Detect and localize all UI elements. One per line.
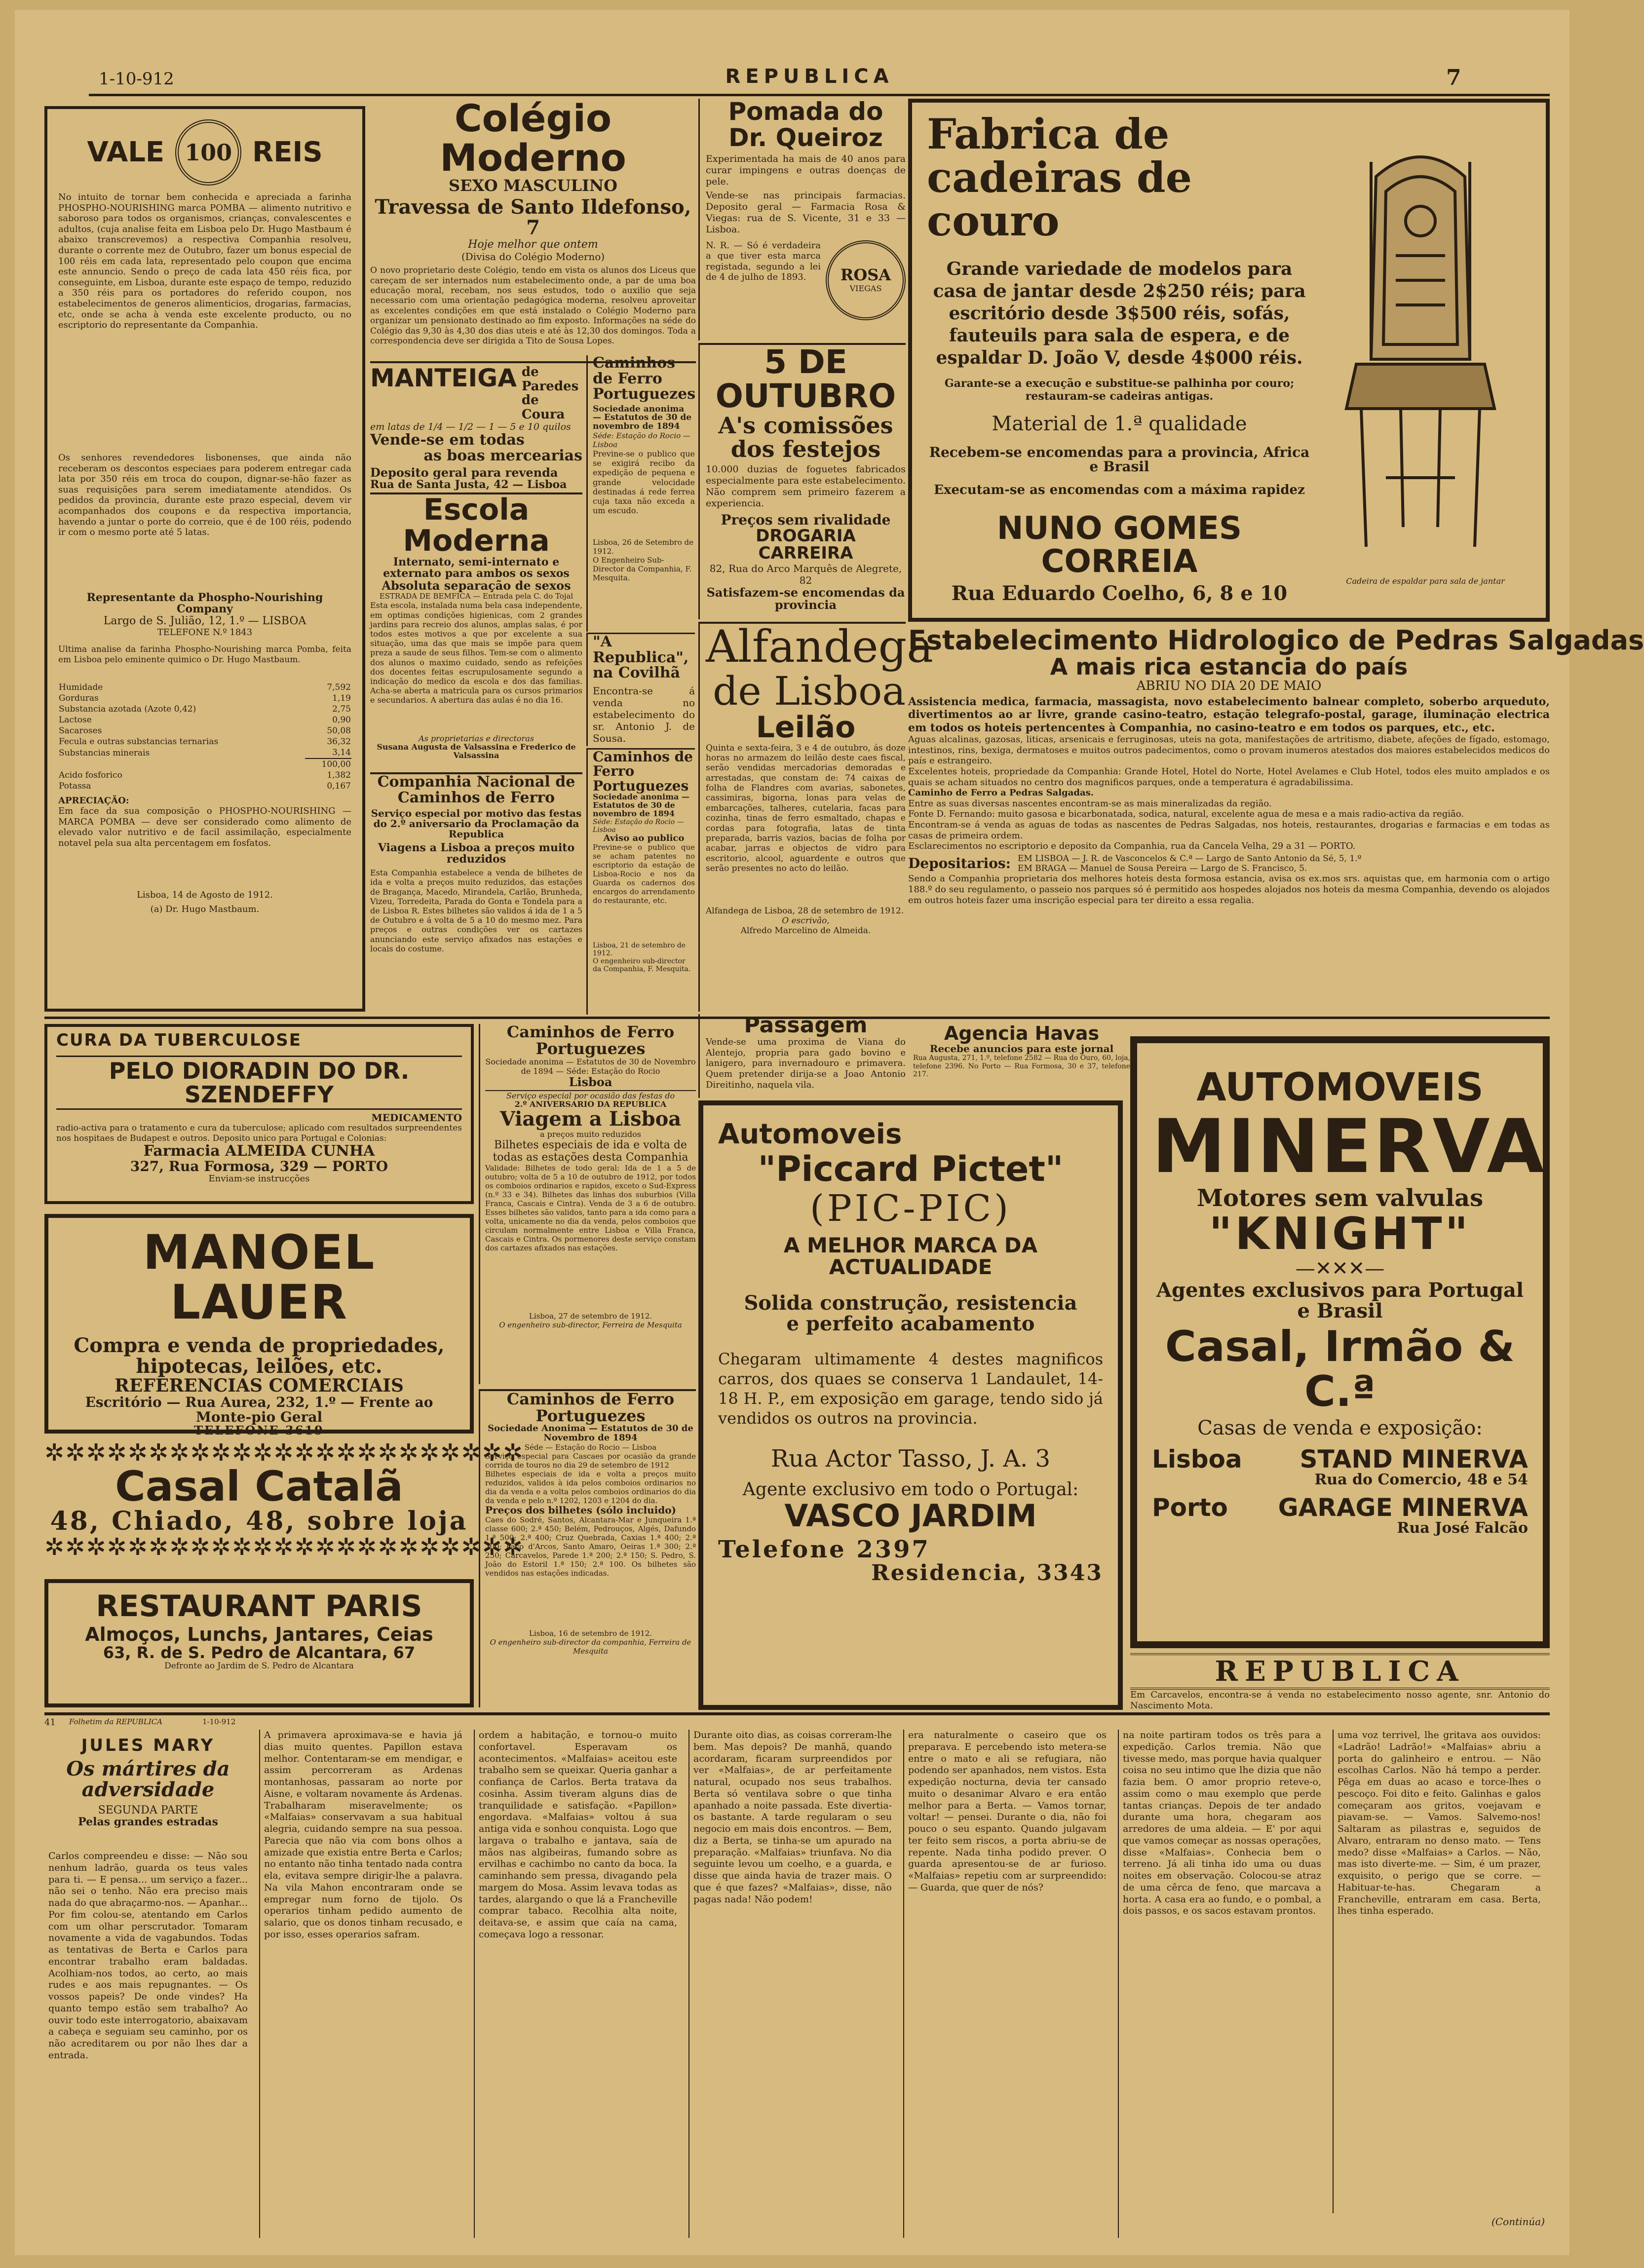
outubro-title: 5 DE OUTUBRO [715, 343, 896, 416]
cf-mid2-service: Serviço especial para Cascaes por ocasião da grande corrida de touros no dia 29 de setembro de 1912 [485, 1451, 696, 1470]
piccard-tagline: A MELHOR MARCA DA ACTUALIDADE [783, 1233, 1038, 1280]
tuberculose-text: radio-activa para o tratamento e cura da tuberculose; aplicado com resultados surpreendentes nos hospitaes de Budapest e outros. Deposito unico para Portugal e Colonias: [56, 1123, 462, 1143]
piccard-quality1: Solida construção, resistencia [744, 1291, 1077, 1315]
cf-nacional-line2: Viagens a Lisboa a preços muito reduzidos [378, 841, 575, 866]
folhetim-label: Folhetim da REPUBLICA [69, 1717, 163, 1726]
folhetim-date: 1-10-912 [202, 1717, 236, 1726]
pomada-title: Pomada do Dr. Queiroz [728, 97, 883, 152]
vale-date: Lisboa, 14 de Agosto de 1912. [137, 890, 273, 901]
minerva-title1: AUTOMOVEIS [1196, 1065, 1484, 1110]
cf-mid2-prices-label: Preços dos bilhetes (sólo incluido) [485, 1504, 677, 1516]
pedras-open: ABRIU NO DIA 20 DE MAIO [1136, 678, 1322, 693]
cadeiras-material: Material de 1.ª qualidade [992, 412, 1247, 435]
cf-mid-ad [479, 1024, 696, 1384]
pomada-note: N. R. — Só é verdadeira a que tiver esta marca registada, segundo a lei de 4 de julho de 1893. [706, 240, 821, 283]
minerva-lisboa-address: Rua do Comercio, 48 e 54 [1314, 1471, 1528, 1489]
cf-small-text: Previne-se o publico que se exigirá recibo da expedição de pequena e grande velocidade destinadas á rede ferrea cuja taxa não exceda a um escudo. [593, 449, 695, 516]
cf-small2-title: Caminhos de Ferro Portuguezes [593, 749, 693, 794]
lauer-title: MANOEL LAUER [143, 1225, 376, 1330]
cf-mid2-signature: O engenheiro sub-director da companhia, Ferreira de Mesquita [490, 1637, 691, 1656]
table-row: Substancia azotada (Azote 0,42) 2,75 [59, 704, 351, 715]
cf-mid2-prices: Caes do Sodré, Santos, Alcantara-Mar e Junqueira 1.ª classe 600; 2.ª 450; Belém, Pedrouços, Algés, Dafundo 1.ª 500; 2.ª 400; Cruz Quebrada, Caxias 1.ª 400; 2.ª 300; Paço d'Arcos, Santo Amaro, Oeiras 1.ª 300; 2.ª 250; Carcavelos, Parede 1.ª 200; 2.ª 150; S. Pedro, S. João do Estoril 1.ª 150; 2.ª 100. Os bilhetes são vendidos nas estações indicadas. [485, 1515, 696, 1578]
manteiga-subtitle: de Paredes de Coura [521, 365, 579, 422]
header-rule [89, 94, 1550, 96]
lauer-telephone: TELEFONE 3619 [194, 1423, 324, 1438]
cf-small2-subtitle: Sociedade anonima — Estatutos de 30 de novembro de 1894 [593, 792, 689, 818]
cf-mid-service2: 2.º ANIVERSARIO DA REPUBLICA [514, 1099, 667, 1109]
cf-mid2-subtitle: Sociedade Anonima — Estatutos de 30 de Novembro de 1894 [488, 1423, 693, 1443]
colegio-motto: Hoje melhor que ontem [468, 238, 598, 251]
minerva-title3: Motores sem valvulas [1196, 1184, 1484, 1212]
vale-note: Os senhores revendedores lisbonenses, que ainda não receberam os descontos especiaes para poderem entregar cada lata por 350 réis em troca do coupon, dignar-se-hão fazer as suas requisições para serem imediatamente atendidos. Os pedidos da provincia, durante este prazo especial, devem vir acompanhados dos coupons e da respectiva importancia, havendo a juntar o porte do correio, que é de 100 réis, podendo ir com o mesmo porte até 5 latas. [58, 453, 351, 538]
pomada-ad [698, 99, 906, 340]
outubro-address: 82, Rua do Arco Marquês de Alegrete, 82 [709, 563, 902, 587]
piccard-address: Rua Actor Tasso, J. A. 3 [770, 1445, 1051, 1473]
minerva-houses: Casas de venda e exposição: [1197, 1416, 1483, 1439]
cf-small2-sede: Séde: Estação do Rocio — Lisboa [593, 818, 684, 834]
piccard-telephone: Telefone 2397 [718, 1535, 930, 1563]
table-row: Humidade 7,592 [59, 682, 351, 693]
cf-mid2-title: Caminhos de Ferro Portuguezes [506, 1390, 675, 1425]
header-page-number: 7 [1446, 65, 1461, 90]
pedras-title: Estabelecimento Hidrologico de Pedras Salgadas [908, 625, 1644, 656]
folhetim-column-2: A primavera aproximava-se e havia já dias muito quentes. Papillon estava melhor. Contentaram-se em mendigar, e assim percorreram as Ardenas montanhosas, passaram ao norte por Aisne, e voltaram novamente ás Ardenas. Trabalharam miseravelmente; os «Malfaias» conservavam a sua habitual alegria, cuidando sempre na sua pessoa. Parecia que não via com bons olhos a amizade que existia entre Berta e Carlos; no entanto não tinha tentado nada contra ela, evitava sempre dirigir-lhe a palavra. Na vila Mahon encontraram onde se empregar num forno de tijolo. Os operarios tinham pedido aumento de salario, que os donos tinham recusado, e por isso, esses operarios safram. [259, 1730, 466, 2238]
folhetim-column-7: uma voz terrivel, lhe gritava aos ouvidos: «Ladrão! Ladrão!» «Malfaias» abriu a porta do galinheiro e entrou. — Não escolhas Carlos. Não há tempo a perder. Pêga em duas ao acaso e torce-lhes o pescoço. Foi dito e feito. Galinhas e galos começaram aos gritos, voejavam e piavam-se. — Vamos. Salvemo-nos! Saltaram as pilastras e, seguidos de Alvaro, entraram no denso mato. — Tens medo? disse «Malfaias» a Carlos. — Não, mas isto diverte-me. — Sim, é um prazer, exquisito, o perigo que se corre. — Habituar-te-has. Chegaram a Francheville, entraram em casa. Berta, lhes tinha esperado. [1333, 1730, 1545, 2213]
cf-small2-ad [586, 748, 695, 1015]
outubro-name: DROGARIA CARREIRA [756, 526, 856, 564]
cf-mid-text: Bilhetes especiais de ida e volta de todas as estações desta Companhia [493, 1139, 688, 1164]
table-row: Fecula e outras substancias ternarias 36,32 [59, 737, 351, 747]
cf-mid-title: Caminhos de Ferro Portuguezes [506, 1022, 675, 1058]
table-row: Lactose 0,90 [59, 715, 351, 725]
chair-icon [1327, 132, 1514, 567]
pedras-subtitle: A mais rica estancia do país [1050, 653, 1408, 680]
pomada-sale: Vende-se nas principais farmacias. Deposito geral — Farmacia Rosa & Viegas: rua de S. Vicente, 31 e 33 — Lisboa. [706, 190, 906, 235]
cadeiras-line2: Executam-se as encomendas com a máxima rapidez [934, 483, 1305, 498]
havas-title: Agencia Havas [944, 1022, 1100, 1044]
lauer-line2: hipotecas, leilões, etc. [136, 1354, 382, 1378]
lauer-line3: REFERENCIAS COMERCIAIS [114, 1375, 404, 1396]
havas-address: Rua Augusta, 271, 1.º, telefone 2582 — Rua do Ouro, 60, loja, telefone 2396. No Porto — Rua Formosa, 30 e 37, telefone 217. [913, 1054, 1131, 1079]
paris-title: RESTAURANT PARIS [96, 1589, 422, 1624]
minerva-porto: Porto GARAGE MINERVA [1152, 1493, 1528, 1522]
colegio-subtitle: SEXO MASCULINO [448, 176, 618, 195]
vale-header [58, 118, 351, 187]
cf-nacional-line1: Serviço especial por motivo das festas do 2.º aniversario da Proclamação da Republica [371, 807, 582, 840]
escola-text: Esta escola, instalada numa bela casa independente, em optimas condições higienicas, com 2 grandes jardins para recreio dos alunos, amplas salas, é por todos estes motivos a que por excelente a sua situação, uma das que mais se impõe para quem preza a saude de seus filhos. Tem-se com o alimento dos alunos o maximo cuidado, sendo as refeições dos docentes feitas escrupulosamente segundo a indicação do medico da escola e dos das familias. Acha-se aberta a matricula para os cursos primarios e secundarios. A abertura das aulas é no dia 16. [370, 601, 582, 705]
manteiga-line2: Vende-se em todas [370, 431, 525, 449]
vale-appreciation-label: APRECIAÇÃO: [58, 795, 129, 806]
piccard-title2: "Piccard Pictet" [758, 1148, 1064, 1189]
escola-address: ESTRADA DE BEMFICA — Entrada pela C. do Tojal [379, 592, 573, 601]
vale-representative: Representante da Phospho-Nourishing Company [86, 591, 323, 616]
passagem-text: Vende-se uma proxima de Viana do Alentejo, propria para gado bovino e lanigero, para invernadouro e primavera. Quem pretender dirija-se a Joao Antonio Direitinho, naquela vila. [706, 1037, 906, 1090]
cf-small2-head: Aviso ao publico [603, 832, 685, 843]
cadeiras-address: Rua Eduardo Coelho, 6, 8 e 10 [951, 582, 1288, 605]
vale-analysis-table [58, 682, 351, 792]
stars-divider-icon: ✲✲✲✲✲✲✲✲✲✲✲✲✲✲✲✲✲✲✲✲✲✲✲ [44, 1533, 524, 1561]
minerva-title4: "KNIGHT" [1209, 1208, 1471, 1260]
pomada-footer [706, 240, 906, 320]
manteiga-ad [370, 365, 582, 489]
folhetim-title: Os mártires da adversidade [66, 1757, 230, 1801]
folhetim-author: JULES MARY [81, 1736, 215, 1755]
pedras-p4: Entre as suas diversas nascentes encontram-se as mais mineralizadas da região. [908, 798, 1272, 809]
havas-ad [908, 1024, 1130, 1098]
manteiga-header [370, 365, 582, 421]
folhetim-continua: (Continúa) [1491, 2216, 1545, 2228]
vale-appreciation: Em face da sua composição o PHOSPHO-NOURISHING — MARCA POMBA — deve ser considerado como alimento de elevado valor nutritivo e de facil assimilação, especialmente notavel pela sua alta percentagem em fosfatos. [58, 806, 351, 848]
manteiga-line5: Rua de Santa Justa, 42 — Lisboa [370, 478, 567, 491]
pomada-text: Experimentada ha mais de 40 anos para curar impingens e outras doenças de pele. [706, 153, 906, 187]
outubro-tag: Satisfazem-se encomendas da provincia [706, 585, 905, 612]
header-date: 1-10-912 [99, 69, 174, 89]
minerva-ad [1130, 1036, 1550, 1648]
passagem-ad [698, 1014, 906, 1098]
alfandega-date: Alfandega de Lisboa, 28 de setembro de 1912. [706, 906, 904, 916]
minerva-porto-address: Rua José Falcão [1397, 1519, 1528, 1537]
coin-badge-icon: 100 [175, 119, 241, 186]
pedras-p6: Encontram-se á venda as aguas de todas as nascentes de Pedras Salgadas, nos hoteis, restaurantes, drogarias e farmacias e em todas as casas de primeira ordem. [908, 819, 1550, 841]
cadeiras-ad [908, 99, 1550, 622]
pedras-dep-label: Depositarios: [908, 855, 1011, 872]
tuberculose-ad [44, 1024, 474, 1204]
lauer-line4: Escritório — Rua Aurea, 232, 1.º — Frente ao Monte-pio Geral [85, 1394, 433, 1425]
pedras-p1: Aguas alcalinas, gazosas, liticas, arsenicais e ferruginosas, uteis na gota, manifestações de artritismo, diabete, afeções de fígado, estomago, intestinos, rins, bexiga, dermatoses e muitos outros padecimentos, como o provam inumeros atestados dos maiores estabelecidos medicos do país e estrangeiro. [908, 734, 1550, 766]
cf-small-sede: Séde: Estação do Rocio — Lisboa [593, 431, 690, 450]
alfandega-sign-label: O escrivão, [782, 915, 830, 926]
folhetim-heading [44, 1737, 252, 1851]
piccard-title3: (PIC-PIC) [809, 1187, 1012, 1230]
pedras-p3: Caminho de Ferro a Pedras Salgadas. [908, 788, 1094, 798]
cf-mid-signature: O engenheiro sub-director, Ferreira de Mesquita [499, 1321, 682, 1330]
piccard-name: VASCO JARDIM [784, 1498, 1037, 1534]
minerva-lisboa: Lisboa STAND MINERVA [1152, 1444, 1528, 1474]
cf-mid-subtitle: Sociedade anonima — Estatutos de 30 de Novembro de 1894 — Séde: Estação do Rocio [485, 1057, 696, 1076]
pedras-p5: Fonte D. Fernando: muito gasosa e bicarbonatada, sodica, natural, excelente agua de mesa e a mais radio-activa da região. [908, 809, 1464, 820]
table-row: Sacaroses 50,08 [59, 726, 351, 736]
paris-line: Almoços, Lunchs, Jantares, Ceias [85, 1624, 433, 1645]
folhetim-column-5: era naturalmente o caseiro que os preparava. E percebendo isto metera-se entre o mato e ali se refugiara, não podendo ser apanhados, nem vistos. Esta expedição nocturna, devia ter cansado muito o desanimar Alvaro e era então melhor para a Berta. — Vamos tornar, voltar! — pensei. Durante o dia, não foi pouco o seu espanto. Quando julgavam ter feito sem riscos, a porta abriu-se de repente. Nada tinha podido prever. O guarda apresentou-se de ar furioso. «Malfaias» repetiu com ar surpreendido: — Guarda, que quer de nós? [903, 1730, 1110, 2238]
pedras-text: Assistencia medica, farmacia, massagista, novo estabelecimento balnear completo, soberbo arqueduto, divertimentos ao ar livre, grande casino-teatro, estação telegrafo-postal, garage, iluminação electrica em todos os hoteis pertencentes à Companhia, no casino-teatro e em todos os parques, etc., etc. [908, 695, 1550, 734]
covilha-ad [586, 633, 695, 746]
rosa-logo-icon: ROSA VIEGAS [826, 240, 906, 320]
carcavelos-title: REPUBLICA [1130, 1653, 1550, 1690]
table-row: Acido fosforico 1,382 [59, 770, 351, 781]
tuberculose-title: PELO DIORADIN DO DR. SZENDEFFY [56, 1056, 462, 1110]
cadeiras-title: Fabrica de cadeiras de couro [927, 110, 1192, 246]
manteiga-line3: as boas mercearias [423, 447, 582, 464]
ornament-icon: —✕✕✕— [1295, 1257, 1385, 1281]
outubro-subtitle: A's comissões dos festejos [718, 412, 893, 462]
folhetim-part: SEGUNDA PARTE [98, 1804, 198, 1816]
table-row: Substancias minerais 3,14 [59, 748, 351, 758]
folhetim-number: 41 [44, 1717, 56, 1728]
pedras-ad [908, 625, 1644, 1012]
vale-signature: (a) Dr. Hugo Mastbaum. [150, 904, 260, 915]
cadeiras-line1: Recebem-se encomendas para a provincia, Africa e Brasil [929, 444, 1310, 475]
cf-small-subtitle: Sociedade anonima — Estatutos de 30 de novembro de 1894 [593, 404, 692, 432]
pedras-depositarios [908, 854, 1550, 874]
colegio-motto-source: (Divisa do Colégio Moderno) [461, 251, 605, 263]
folhetim-column-4: Durante oito dias, as coisas correram-lhe bem. Mas depois? De manhã, quando acordaram, ficaram surpreendidos por ver «Malfaias», de ar perfeitamente natural, ocupado nos seus trabalhos. Berta só ventilava sobre o que tinha apanhado a noite passada. Este divertia-os bastante. A tarde regularam o seu negocio em mais dois encontros. — Bem, diz a Berta, se tinha-se um apurado na preparação. «Malfaias» triunfava. No dia seguinte levou um coelho, e a guarda, e disse que ainda havia de trazer mais. O que é que fazes? «Malfaias», disse, não pagas nada! Não podem! [688, 1730, 896, 2238]
manteiga-line1: em latas de 1/4 — 1/2 — 1 — 5 e 10 quilos [370, 421, 571, 433]
tuberculose-head: CURA DA TUBERCULOSE [56, 1030, 302, 1050]
vale-left-label: VALE [87, 136, 165, 168]
colegio-address: Travessa de Santo Ildefonso, 7 [375, 195, 691, 240]
covilha-title: "A Republica", na Covilhã [593, 633, 689, 681]
cf-mid2-ad [479, 1389, 696, 1707]
cf-small2-text: Previne-se o publico que se acham patentes no escriptorio da estação de Lisboa-Rocio e nos da Guarda os cadernos dos encargos do arrendamento do restaurante, etc. [593, 843, 695, 906]
header-title: REPUBLICA [725, 65, 894, 88]
vale-telephone: TELEFONE N.º 1843 [157, 627, 253, 638]
pedras-p8: Sendo a Companhia proprietaria dos melhores hoteis desta formosa estancia, avisa os ex.mos srs. aquistas que, em harmonia com o artigo 188.º do seu regulamento, o passeio nos parques só é permitido aos hospedes alojados nos hoteis da mesma Companhia, devendo os alojados em outros hoteis fazer uma inscrição especial para ter direito a essa regalia. [908, 873, 1550, 906]
cf-small2-signature: O engenheiro sub-director da Companhia, F. Mesquita. [593, 957, 691, 974]
pedras-dep-list: EM LISBOA — J. R. de Vasconcelos & C.ª — Largo de Santo Antonio da Sé, 5, 1.º EM BRAGA — Manuel de Sousa Pereira — Largo de S. Francisco, 5. [1018, 853, 1362, 874]
cf-nacional-title: Companhia Nacional de Caminhos de Ferro [377, 773, 575, 806]
cadeiras-text: Grande variedade de modelos para casa de jantar desde 2$250 réis; para escritório desde 3$500 réis, sofás, fauteuils para sala de espera, e de espaldar D. João V, desde 4$000 réis. [933, 258, 1306, 368]
catala-ad [44, 1439, 524, 1574]
alfandega-signature: Alfredo Marcelino de Almeida. [740, 925, 871, 936]
paris-ad [44, 1579, 474, 1707]
manteiga-line4: Deposito geral para revenda [370, 465, 558, 480]
piccard-ad [698, 1100, 1123, 1710]
vale-analysis-title: Ultima analise da farinha Phospho-Nourishing marca Pomba, feita em Lisboa pelo eminente quimico o Dr. Hugo Mastbaum. [58, 644, 351, 665]
escola-ad [370, 492, 582, 769]
tuberculose-label: MEDICAMENTO [371, 1112, 462, 1124]
cf-mid-date: Lisboa, 27 de setembro de 1912. [529, 1312, 652, 1321]
cf-small-ad [586, 355, 695, 632]
minerva-company: Casal, Irmão & C.ª [1165, 1322, 1515, 1416]
cf-mid-city: Lisboa [569, 1075, 612, 1090]
rule [44, 1712, 1550, 1715]
covilha-text: Encontra-se á venda no estabelecimento do sr. Antonio J. de Sousa. [593, 684, 695, 744]
tuberculose-note: Enviam-se instrucções [208, 1173, 310, 1184]
escola-owners: As proprietarias e directoras [419, 734, 534, 744]
stars-divider-icon: ✲✲✲✲✲✲✲✲✲✲✲✲✲✲✲✲✲✲✲✲✲✲✲ [44, 1439, 524, 1467]
vale-text: No intuito de tornar bem conhecida e apreciada a farinha PHOSPHO-NOURISHING marca POMBA — alimento nutritivo e saboroso para todos os organismos, crianças, convalescentes e adultos, (cuja analise feita em Lisboa pelo Dr. Hugo Mastbaum é abaixo transcrevemos) a respectiva Companhia resolveu, durante o corrente mez de Outubro, fazer um bonus especial de 100 réis em cada lata, representado pelo coupon que encima este annuncio. Sendo o preço de cada lata 450 réis fica, por conseguinte, em Lisboa, durante este espaço de tempo, reduzido a 350 réis para os portadores do referido coupon, nos estabelecimentos de generos alimenticios, drogarias, farmacias, etc, onde se acha à venda este excelente producto, ou no escriptorio do representante da Companhia. [58, 192, 351, 331]
cf-nacional-text: Esta Companhia estabelece a venda de bilhetes de ida e volta a preços muito reduzidos, das estações de Bragança, Macedo, Mirandela, Carlão, Brunheda, Vizeu, Torredeita, Parada do Gonta e Tondela para a de Lisboa R. Estes bilhetes são validos á ida de 1 a 5 de Outubro e á volta de 5 a 10 do mesmo mez. Para preços e outras condições ver os cartazes anunciando este serviço afixados nas estações e locais do costume. [370, 868, 582, 953]
cf-small-title: Caminhos de Ferro Portuguezes [593, 354, 696, 403]
vale-right-label: REIS [252, 136, 323, 168]
cadeiras-guarantee: Garante-se a execução e substitue-se palhinha por couro; restauram-se cadeiras antigas. [944, 377, 1295, 403]
alfandega-title1: Alfandega [706, 621, 933, 673]
carcavelos-text: Em Carcavelos, encontra-se á venda no estabelecimento nosso agente, snr. Antonio do Nascimento Mota. [1130, 1690, 1550, 1711]
cf-mid2-date: Lisboa, 16 de setembro de 1912. [529, 1628, 652, 1638]
tuberculose-address: 327, Rua Formosa, 329 — PORTO [130, 1158, 388, 1174]
folhetim-column-1: Carlos compreendeu e disse: — Não sou nenhum ladrão, guarda os teus vales para ti. — E pensa... um serviço a fazer... não sei o tenho. Não era preciso mais nada do que abraçarmo-nos. — Apanhar... Por fim colou-se, atentando em Carlos com um olhar perscrutador. Tomaram novamente a vida de vagabundos. Todas as tentativas de Berta e Carlos para encontrar trabalho eram baldadas. Acolhiam-nos todos, ao certo, ao mais rudes e aos mais repugnantes. — Os vossos papeis? De onde vindes? Ha quanto tempo estão sem trabalho? Ao ouvir todo este interrogatorio, abaixavam a cabeça e seguiam seu caminho, por os não acreditarem ou por não lhes dar a entrada. [48, 1851, 248, 2061]
minerva-title2: MINERVA [1152, 1103, 1546, 1190]
cf-nacional-ad [370, 772, 582, 1017]
alfandega-title3: Leilão [756, 710, 856, 745]
pedras-p7: Esclarecimentos no escriptorio e deposito da Companhia, rua da Cancela Velha, 29 a 31 — PORTO. [908, 841, 1356, 852]
cf-mid-heading2: a preços muito reduzidos [540, 1130, 641, 1139]
table-row: Gorduras 1,19 [59, 693, 351, 704]
minerva-agents: Agentes exclusivos para Portugal e Brasil [1156, 1279, 1524, 1323]
table-row: 100,00 [58, 758, 351, 770]
lauer-line1: Compra e venda de propriedades, [74, 1333, 445, 1357]
escola-subtitle2: Absoluta separação de sexos [382, 578, 571, 593]
folhetim-chapter: Pelas grandes estradas [78, 1815, 218, 1828]
cadeiras-name: NUNO GOMES CORREIA [996, 510, 1242, 580]
paris-note: Defronte ao Jardim de S. Pedro de Alcantara [164, 1661, 354, 1671]
table-row: Potassa 0,167 [59, 781, 351, 792]
colegio-text: O novo proprietario deste Colégio, tendo em vista os alunos dos Liceus que careçam de ser internados num estabelecimento onde, a par de uma boa educação moral, recebam, nos seus estudos, todo o auxilio que seja necessario com uma orientação pedagógica moderna, resolveu aproveitar as excelentes condições em que está instalado o Colégio Moderno para organizar um pensionato destinado ao fim exposto. Informações na séde do Colégio das 9,30 às 4,30 dos dias uteis e até às 12,30 dos domingos. Toda a correspondencia deve ser dirigida a Tito de Sousa Lopes. [370, 265, 696, 346]
piccard-residence: Residencia, 3343 [871, 1560, 1103, 1586]
vale-address: Largo de S. Julião, 12, 1.º — LISBOA [103, 615, 306, 628]
piccard-agent: Agente exclusivo em todo o Portugal: [742, 1479, 1079, 1500]
piccard-title1: Automoveis [718, 1118, 902, 1150]
folhetim-column-6: na noite partiram todos os três para a expedição. Carlos tremia. Não que tivesse medo, mas porque havia qualquer coisa no seu intimo que lhe dizia que não fazia bem. O amor proprio reteve-o, assim como o mau exemplo que perde tantas crianças. Depois de ter andado durante uma hora, chegaram aos arredores de uma aldeia. — E' por aqui que vamos começar as nossas operações, disse «Malfaias». Conhecia bem o terreno. Já ali tinha ido uma ou duas noites em observação. Colocou-se atraz de uma cêrca de feno, que marcava a horta. A casa era ao fundo, e o pombal, a dois passos, e os sacos estavam prontos. [1118, 1730, 1325, 2238]
colegio-title: Colégio Moderno [440, 96, 626, 180]
cf-small2-date: Lisboa, 21 de setembro de 1912. [593, 942, 686, 958]
escola-subtitle: Internato, semi-internato e externato para ambos os sexos [383, 556, 570, 580]
piccard-text: Chegaram ultimamente 4 destes magnificos carros, dos quaes se conserva 1 Landaulet, 14-18 H. P., em exposição em garage, tendo sido já vendidos os outros na provincia. [718, 1350, 1103, 1428]
lauer-ad [44, 1214, 474, 1438]
alfandega-ad [698, 621, 933, 1012]
tuberculose-pharmacy: Farmacia ALMEIDA CUNHA [143, 1142, 375, 1160]
cf-small-date: Lisboa, 26 de Setembro de 1912. [593, 538, 694, 556]
cf-mid-service: Serviço especial por ocasião das festas do [485, 1090, 696, 1100]
manteiga-title: MANTEIGA [370, 364, 517, 392]
cf-small-signature: O Engenheiro Sub-Director da Companhia, F. Mesquita. [593, 556, 692, 583]
carcavelos-ad [1130, 1653, 1550, 1711]
paris-address: 63, R. de S. Pedro de Alcantara, 67 [103, 1643, 416, 1662]
pedras-p2: Excelentes hoteis, propriedade da Companhia: Grande Hotel, Hotel do Norte, Hotel Avelames e Club Hotel, todos eles muito amplados e os quais se acham situados no centro dos magnificos parques, onde a temperatura é agradabilissima. [908, 766, 1550, 788]
escola-title: Escola Moderna [403, 492, 550, 558]
colegio-ad [370, 96, 696, 360]
chair-caption: Cadeira de espaldar para sala de jantar [1346, 576, 1505, 586]
cf-mid2-sede: Séde — Estação do Rocio — Lisboa [524, 1442, 657, 1452]
cf-mid-validity: Validade: Bilhetes de todo geral: Ida de 1 a 5 de outubro; volta de 5 a 10 de outubro de 1912, por todos os comboios ordinarios e rapidos, exceto o Sud-Express (n.º 33 e 34). Bilhetes das linhas dos suburbios (Villa Franca, Cascais e Cintra). Venda de 3 a 6 de outubro. Esses bilhetes são validos, tanto para a ida como para a volta, unicamente no dia da venda, pelos comboios que circulam normalmente entre Lisboa e Villa Franca, Cascais e Cintra. Os pormenores deste serviço constam dos cartazes afixados nas estações. [485, 1164, 696, 1253]
newspaper-page [15, 10, 1644, 2255]
escola-signature: Susana Augusta de Valsassina e Frederico de Valsassina [377, 742, 576, 760]
outubro-ad [698, 343, 906, 619]
outubro-price: Preços sem rivalidade [721, 512, 891, 529]
catala-address: 48, Chiado, 48, sobre loja [50, 1506, 468, 1537]
passagem-title: Passagem [744, 1013, 868, 1038]
vale-ad [44, 106, 365, 1012]
alfandega-title2: de Lisboa [713, 668, 906, 714]
cf-mid2-text: Bilhetes especiais de ida e volta a preços muito reduzidos, validos à ida pelos comboios ordinarios no dia da venda e a volta pelos comboios ordinarios do dia da venda e pelo n.º 1202, 1203 e 1204 do dia. [485, 1469, 696, 1505]
folhetim-column-3: ordem a habitação, e tornou-o muito confortavel. Esperavam os acontecimentos. «Malfaias» aceitou este trabalho sem se queixar. Queria ganhar a confiança de Carlos. Berta tratava da cosinha. Assim tiveram alguns dias de tranquilidade e satisfação. «Papillon» engordava. «Malfaias» voltou á sua antiga vida e sonhou conquista. Logo que largava o trabalho e jantava, saía de mãos nas algibeiras, fumando sobre as ervilhas e cachimbo no canto da boca. Ia caminhando sem pressa, divagando pela margem do Mosa. Assim levava todas as tardes, alargando o que lá a Francheville comprar tabaco. Recolhia alta noite, deitava-se, e assim que caía na cama, começava logo a ressonar. [474, 1730, 681, 2238]
havas-text: Recebe anuncios para este jornal [929, 1042, 1114, 1055]
outubro-text: 10.000 duzias de foguetes fabricados especialmente para este estabelecimento. Não comprem sem primeiro fazerem a experiencia. [706, 464, 906, 509]
piccard-quality2: e perfeito acabamento [786, 1312, 1035, 1336]
cf-mid-heading: Viagem a Lisboa [499, 1107, 682, 1131]
alfandega-text: Quinta e sexta-feira, 3 e 4 de outubro, ás doze horas no armazem do leilão deste caes fiscal, serão vendidas mercadorias demoradas e arrestadas, que constam de: 74 caixas de folha de Flandres com avarias, sabonetes, cassimiras, bigorna, lonas para velas de embarcações, talheres, cutelaria, facas para cozinha, tinas de ferro esmaltado, chapas e cordas para fotografia, latas de tinta preparada, barris vazios, bacias de folha por acabar, jarras e objectos de vidro para escritorio, alcool, aguardente e outros que serão presentes no acto do leilão. [706, 743, 906, 874]
catala-title: Casal Catalã [115, 1462, 403, 1511]
